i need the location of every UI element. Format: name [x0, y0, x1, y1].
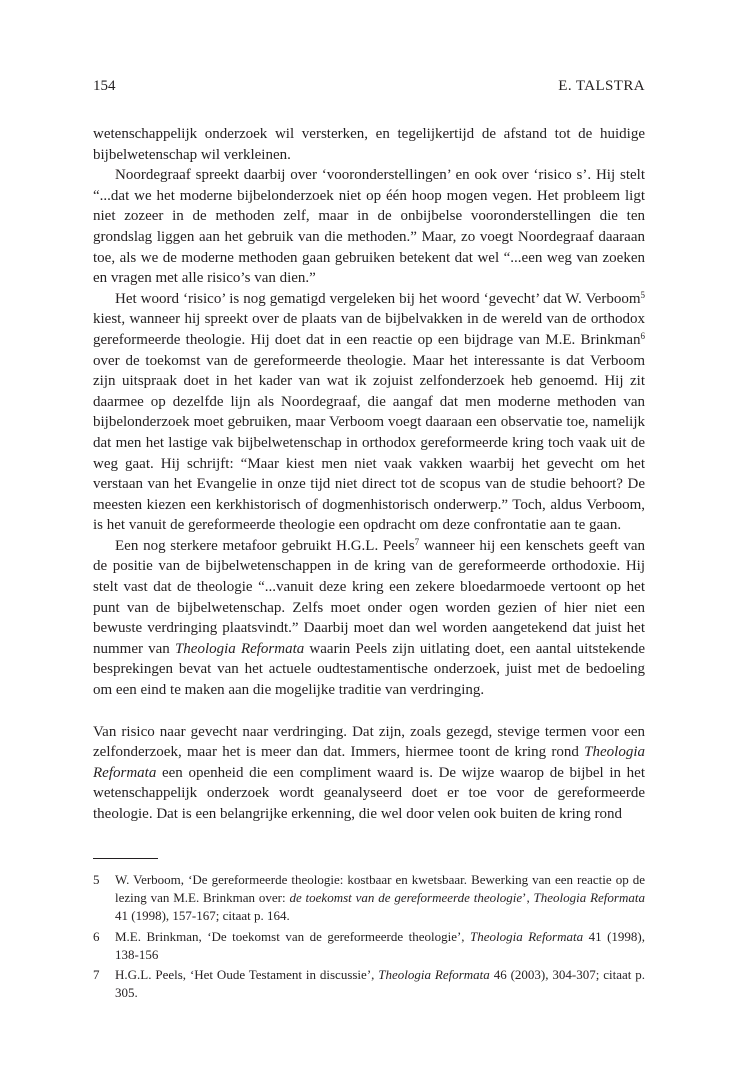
page-number: 154 [93, 78, 116, 94]
paragraph-1: wetenschappelijk onderzoek wil versterken, en tegelijkertijd de afstand tot de huidige bijbelwetenschap wil verkleinen. [93, 126, 645, 163]
footnote-number: 7 [93, 967, 100, 983]
footnote-ref-6[interactable]: 6 [640, 330, 645, 341]
paragraph-2: Noordegraaf spreekt daarbij over ‘vooronderstellingen’ en ook over ‘risico s’. Hij stelt “...dat we het moderne bijbelonderzoek niet op één hoop mogen vegen. Het probleem ligt niet zozeer in de methoden zelf, maar in de onbijbelse vooronderstellingen die ten grondslag liggen aan het gebruik van die methoden.” Maar, zo voegt Noordegraaf daaraan toe, als we de moderne methoden gaan gebruiken betekent dat wel “...een weg van zoeken en vragen met alle risico’s van dien.” [93, 167, 645, 287]
footnote-6: 6 M.E. Brinkman, ‘De toekomst van de gereformeerde theologie’, Theologia Reformata 41 (1998), 138-156 [93, 928, 645, 962]
paragraph-4: Een nog sterkere metafoor gebruikt H.G.L. Peels$^7$ wanneer hij een kenschets geeft van de positie van de bijbelwetenschappen in de kring van de gereformeerde orthodoxie. Hij stelt vast dat de theologie “...vanuit deze kring een zekere bloedarmoede vertoont op het punt van de bijbelwetenschap. Zelfs moet onder ogen worden gezien of hier niet een bewuste verdringing plaatsvindt.” Daarbij moet dan wel worden aangetekend dat juist het nummer van Theologia Reformata waarin Peels zijn uitlating doet, een aantal uitstekende besprekingen bevat van het actuele oudtestamentische onderzoek, juist met de bedoeling om een eind te maken aan die mogelijke traditie van verdringing. [93, 536, 645, 699]
running-head-author: E. TALSTRA [558, 78, 645, 94]
footnotes [93, 871, 645, 1004]
paragraph-3: Het woord ‘risico’ is nog gematigd vergeleken bij het woord ‘gevecht’ dat W. Verboom$^5$ kiest, wanneer hij spreekt over de plaats van de bijbelvakken in de wereld van de orthodox gereformeerde theologie. Hij doet dat in een reactie op een bijdrage van M.E. Brinkman$^6$ over de toekomst van de gereformeerde theologie. Maar het interessante is dat Verboom zijn uitspraak doet in het kader van wat ik zojuist zelfonderzoek heb genoemd. Hij zit daarmee op dezelfde lijn als Noordegraaf, die aangaf dat men moderne methoden van bijbelonderzoek moet gebruiken, maar Verboom voegt daaraan een observatie toe, namelijk dat men het lastige vak bijbelwetenschap in orthodox gereformeerde kring toch vaak uit de weg gaat. Hij schrijft: “Maar kiest men niet vaak vakken waarbij het gevecht om het verstaan van het Evangelie in onze tijd niet direct tot de scopus van de studie behoort? De meesten kiezen een kerkhistorisch of dogmenhistorisch onderwerp.” Toch, aldus Verboom, is het vanuit de gereformeerde theologie een opdracht om deze confrontatie aan te gaan. [93, 289, 645, 534]
footnote-ref-5[interactable]: 5 [640, 289, 645, 300]
footnote-number: 5 [93, 872, 100, 887]
footnote-ref-7[interactable]: 7 [414, 536, 420, 547]
footnote-rule [93, 858, 158, 859]
body-text [93, 124, 645, 825]
paragraph-5: Van risico naar gevecht naar verdringing. Dat zijn, zoals gezegd, stevige termen voor een zelfonderzoek, maar het is meer dan dat. Immers, hiermee toont de kring rond Theologia Reformata een openheid die een compliment waard is. De wijze waarop de bijbel in het wetenschappelijk onderzoek wordt geanalyseerd doet er toe voor de gereformeerde theologie. Dat is een belangrijke erkenning, die wel door velen ook buiten de kring rond [93, 723, 645, 822]
footnote-7: 7 H.G.L. Peels, ‘Het Oude Testament in discussie’, Theologia Reformata 46 (2003), 304-307; citaat p. 305. [93, 967, 645, 1001]
footnote-5: 5 W. Verboom, ‘De gereformeerde theologie: kostbaar en kwetsbaar. Bewerking van een reactie op de lezing van M.E. Brinkman over: de toekomst van de gereformeerde theologie’, Theologia Reformata 41 (1998), 157-167; citaat p. 164. [93, 872, 645, 924]
footnote-number: 6 [93, 928, 100, 944]
running-header [93, 78, 645, 98]
